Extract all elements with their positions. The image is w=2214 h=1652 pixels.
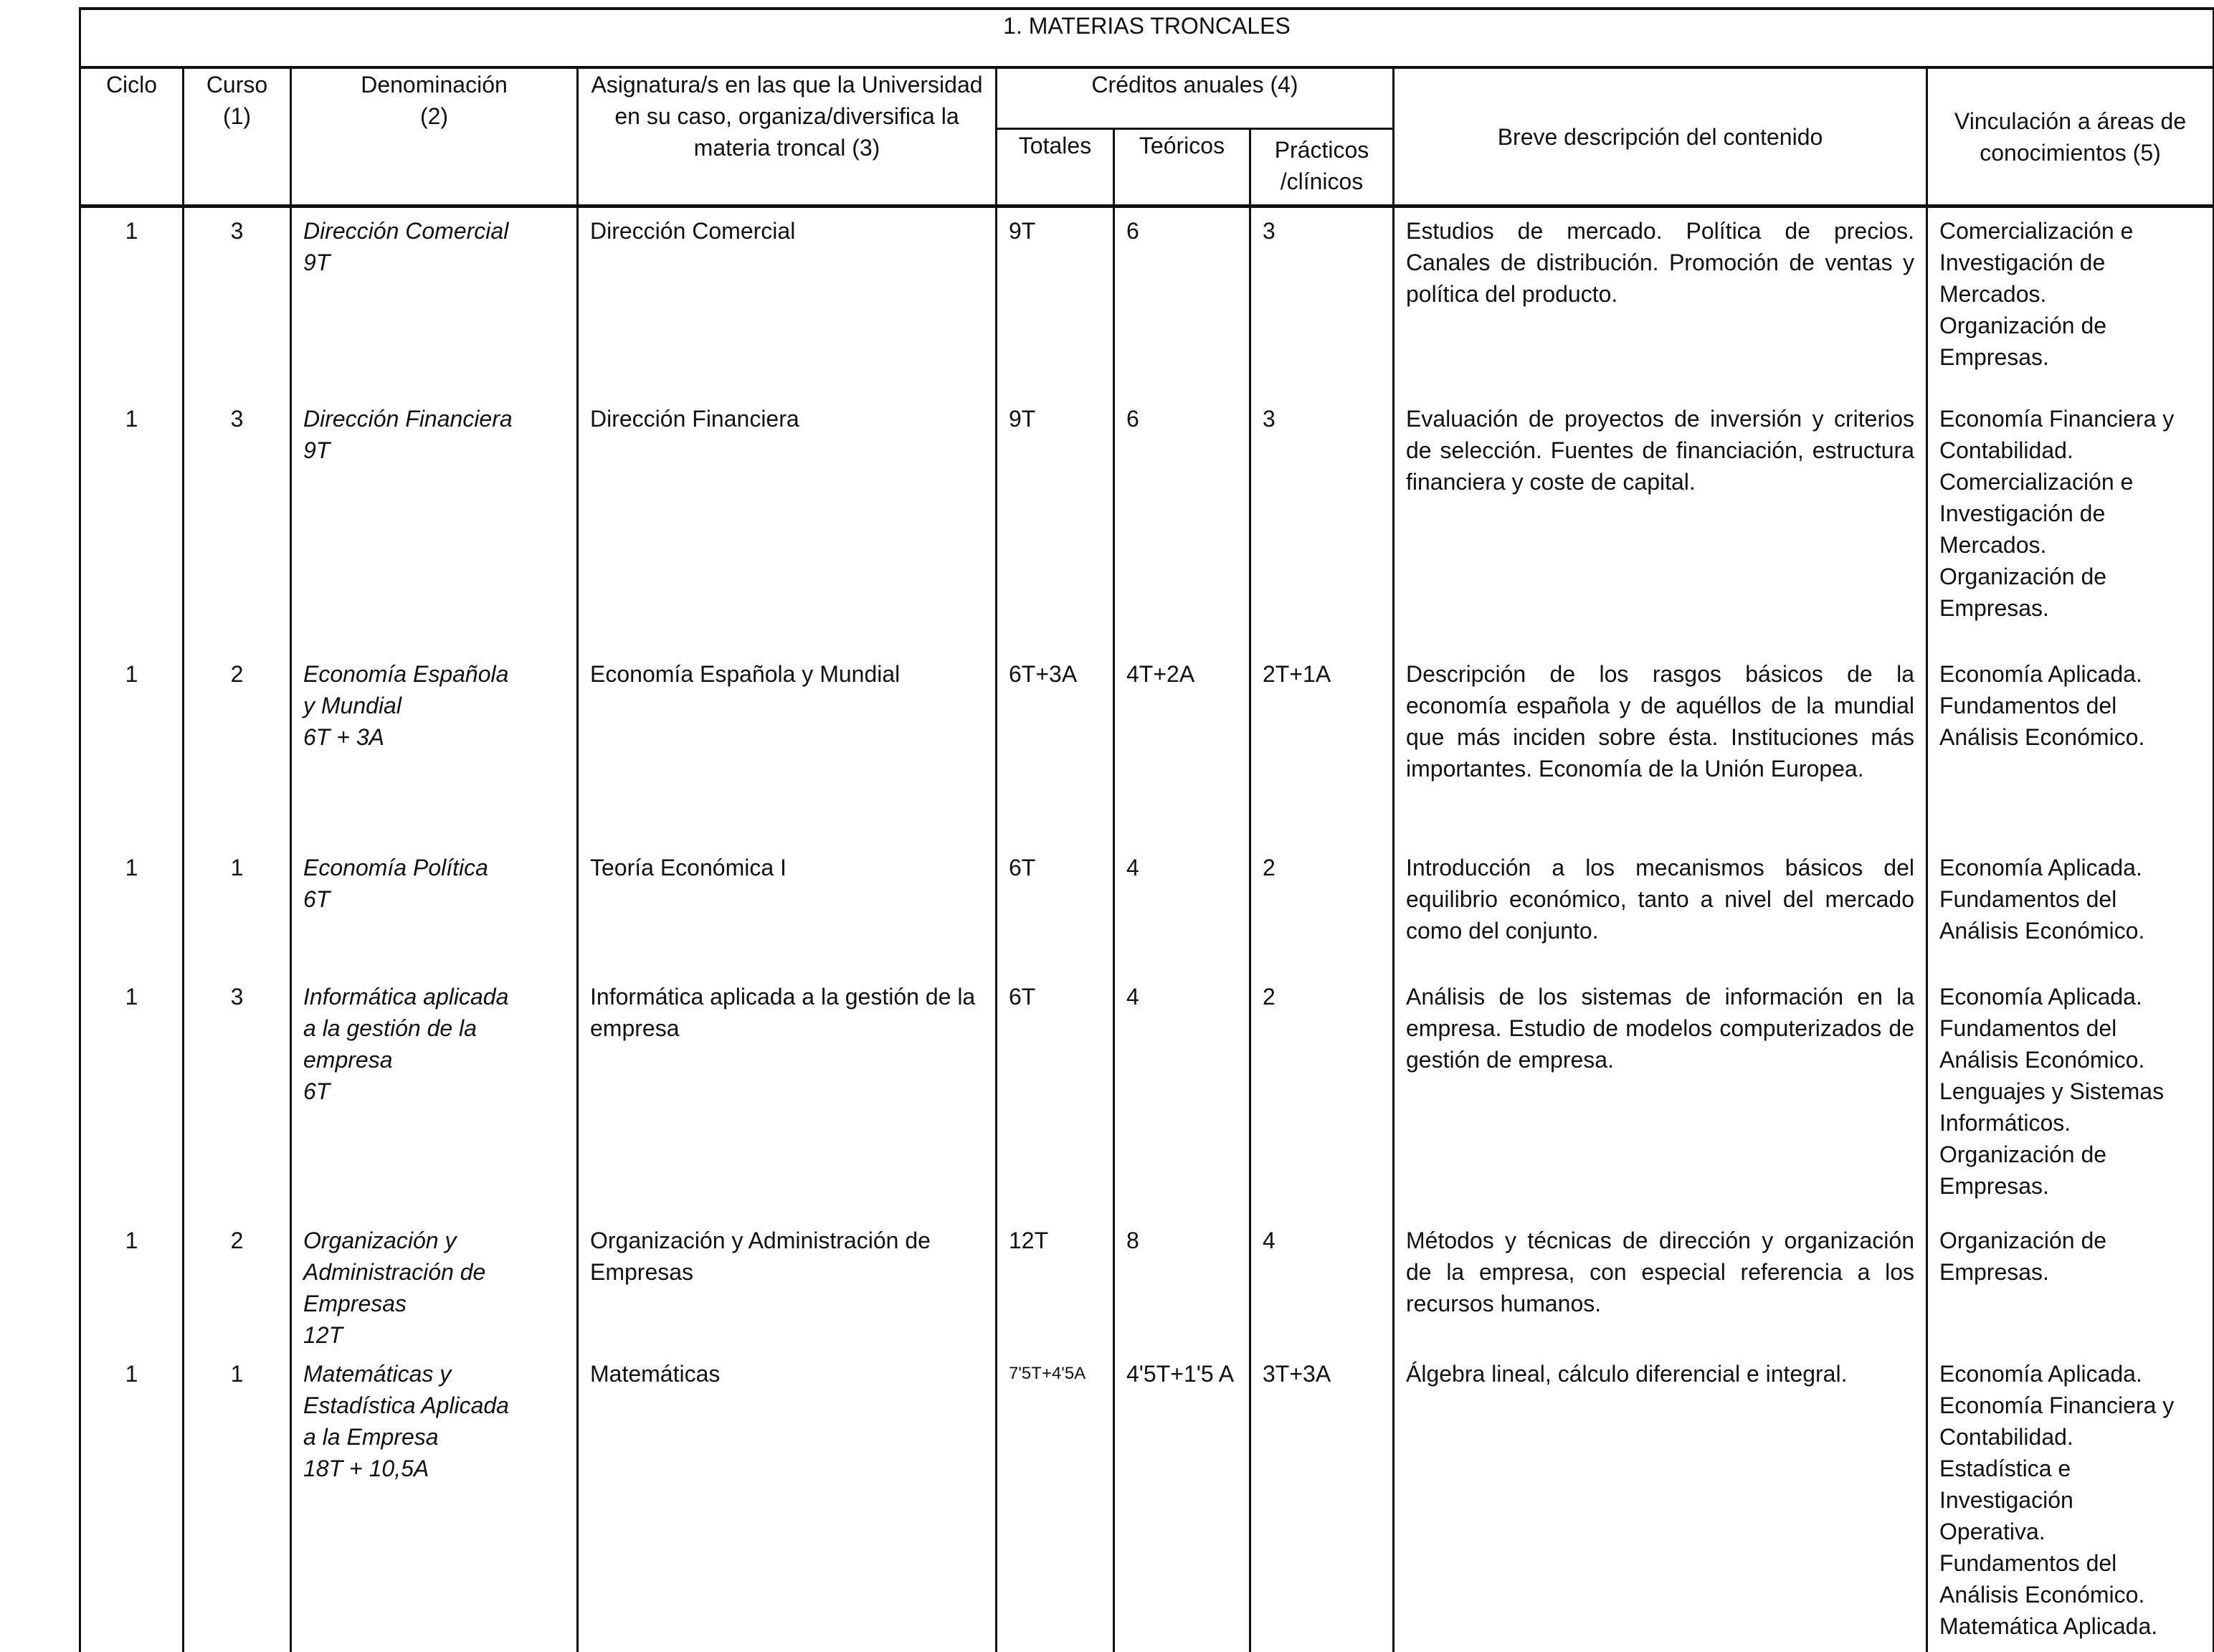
areas-line: Comercialización e (1939, 468, 2134, 495)
cell-areas (1927, 651, 2214, 845)
cell-areas (1927, 1217, 2214, 1351)
table-title: 1. MATERIAS TRONCALES (80, 9, 2214, 67)
cell-teoricos: 6 (1114, 206, 1250, 396)
cell-denominacion (291, 1217, 578, 1351)
header-totales: Totales (997, 129, 1114, 205)
cell-totales: 7'5T+4'5A (997, 1351, 1114, 1652)
cell-asignatura: Dirección Financiera (578, 396, 997, 651)
table-row (80, 206, 2214, 396)
cell-ciclo: 1 (80, 1351, 184, 1652)
header-curso: Curso (1) (184, 67, 291, 204)
document-sheet (79, 7, 2213, 1652)
denominacion-line: Economía Política (303, 854, 488, 880)
areas-line: Empresas. (1939, 1172, 2049, 1199)
cell-descripcion: Métodos y técnicas de dirección y organización de la empresa, con especial referencia a los recursos humanos. (1394, 1217, 1927, 1351)
areas-line: Empresas. (1939, 1258, 2049, 1285)
denominacion-line: a la Empresa (303, 1423, 439, 1450)
cell-descripcion: Análisis de los sistemas de información en la empresa. Estudio de modelos computerizados de gestión de empresa. (1394, 974, 1927, 1217)
denominacion-line: 6T (303, 886, 331, 912)
denominacion-line: Matemáticas y (303, 1360, 452, 1387)
cell-denominacion (291, 974, 578, 1217)
areas-line: Organización de (1939, 1141, 2107, 1167)
areas-line: Investigación de (1939, 500, 2106, 526)
cell-denominacion (291, 396, 578, 651)
areas-line: Matemática Aplicada. (1939, 1613, 2158, 1639)
cell-denominacion (291, 845, 578, 974)
denominacion-line: Organización y (303, 1227, 457, 1253)
areas-line: Análisis Económico. (1939, 723, 2145, 750)
denominacion-line: Estadística Aplicada (303, 1392, 509, 1418)
areas-line: Economía Financiera y (1939, 1392, 2175, 1418)
cell-curso: 2 (184, 651, 291, 845)
cell-ciclo: 1 (80, 1217, 184, 1351)
areas-line: Análisis Económico. (1939, 1581, 2145, 1608)
areas-line: Mercados. (1939, 531, 2047, 558)
cell-areas (1927, 845, 2214, 974)
areas-line: Organización de (1939, 563, 2107, 589)
areas-line: Comercialización e (1939, 218, 2134, 244)
cell-curso: 3 (184, 974, 291, 1217)
cell-denominacion (291, 206, 578, 396)
denominacion-line: 9T (303, 437, 331, 463)
denominacion-line: empresa (303, 1046, 393, 1073)
table-row (80, 396, 2214, 651)
cell-practicos: 2 (1250, 845, 1394, 974)
cell-curso: 1 (184, 1351, 291, 1652)
cell-totales: 12T (997, 1217, 1114, 1351)
cell-practicos: 3 (1250, 206, 1394, 396)
denominacion-line: Informática aplicada (303, 983, 509, 1010)
areas-line: Análisis Económico. (1939, 917, 2145, 944)
cell-asignatura: Organización y Administración de Empresas (578, 1217, 997, 1351)
denominacion-line: 9T (303, 250, 331, 275)
cell-asignatura: Teoría Económica I (578, 845, 997, 974)
cell-practicos: 3T+3A (1250, 1351, 1394, 1652)
denominacion-line: 6T + 3A (303, 723, 384, 750)
table-body (80, 206, 2214, 1652)
denominacion-line: Dirección Comercial (303, 218, 509, 244)
cell-areas (1927, 396, 2214, 651)
cell-curso: 3 (184, 396, 291, 651)
cell-totales: 9T (997, 206, 1114, 396)
header-asignatura: Asignatura/s en las que la Universidad en su caso, organiza/diversifica la materia troncal (3) (578, 67, 997, 204)
areas-line: Empresas. (1939, 344, 2049, 370)
cell-totales: 6T (997, 974, 1114, 1217)
table-row (80, 1351, 2214, 1652)
cell-descripcion: Introducción a los mecanismos básicos del equilibrio económico, tanto a nivel del mercado como del conjunto. (1394, 845, 1927, 974)
cell-curso: 2 (184, 1217, 291, 1351)
cell-curso: 3 (184, 206, 291, 396)
header-descripcion: Breve descripción del contenido (1394, 67, 1927, 204)
cell-teoricos: 4 (1114, 974, 1250, 1217)
cell-areas (1927, 206, 2214, 396)
denominacion-line: Empresas (303, 1290, 407, 1316)
cell-ciclo: 1 (80, 396, 184, 651)
table-row (80, 845, 2214, 974)
cell-teoricos: 8 (1114, 1217, 1250, 1351)
cell-descripcion: Evaluación de proyectos de inversión y criterios de selección. Fuentes de financiación, estructura financiera y coste de capital. (1394, 396, 1927, 651)
header-practicos: Prácticos /clínicos (1250, 129, 1394, 205)
materias-table (79, 7, 2214, 1652)
areas-line: Mercados. (1939, 281, 2047, 307)
cell-ciclo: 1 (80, 651, 184, 845)
cell-practicos: 3 (1250, 396, 1394, 651)
table-row (80, 651, 2214, 845)
areas-line: Economía Financiera y (1939, 405, 2175, 432)
areas-line: Contabilidad. (1939, 437, 2073, 463)
denominacion-line: Administración de (303, 1258, 486, 1285)
areas-line: Investigación (1939, 1486, 2073, 1513)
cell-descripcion: Descripción de los rasgos básicos de la economía española y de aquéllos de la mundial que más inciden sobre ésta. Instituciones más importantes. Economía de la Unión Europea. (1394, 651, 1927, 845)
cell-ciclo: 1 (80, 206, 184, 396)
cell-teoricos: 4T+2A (1114, 651, 1250, 845)
areas-line: Economía Aplicada. (1939, 983, 2142, 1010)
cell-asignatura: Informática aplicada a la gestión de la empresa (578, 974, 997, 1217)
areas-line: Contabilidad. (1939, 1423, 2073, 1450)
cell-teoricos: 4 (1114, 845, 1250, 974)
areas-line: Análisis Económico. (1939, 1046, 2145, 1073)
cell-descripcion: Álgebra lineal, cálculo diferencial e integral. (1394, 1351, 1927, 1652)
areas-line: Organización de (1939, 1227, 2107, 1253)
areas-line: Empresas. (1939, 594, 2049, 621)
areas-line: Economía Aplicada. (1939, 1360, 2142, 1387)
areas-line: Economía Aplicada. (1939, 660, 2142, 687)
header-teoricos: Teóricos (1114, 129, 1250, 205)
areas-line: Fundamentos del (1939, 886, 2117, 912)
table-row (80, 974, 2214, 1217)
table-row (80, 1217, 2214, 1351)
denominacion-line: y Mundial (303, 692, 402, 718)
cell-asignatura: Matemáticas (578, 1351, 997, 1652)
header-ciclo: Ciclo (80, 67, 184, 204)
cell-teoricos: 4'5T+1'5 A (1114, 1351, 1250, 1652)
header-denominacion: Denominación (2) (291, 67, 578, 204)
denominacion-line: 12T (303, 1321, 343, 1348)
denominacion-line: a la gestión de la (303, 1015, 477, 1041)
areas-line: Fundamentos del (1939, 692, 2117, 718)
areas-line: Investigación de (1939, 250, 2106, 275)
areas-line: Economía Aplicada. (1939, 854, 2142, 880)
cell-practicos: 2 (1250, 974, 1394, 1217)
areas-line: Operativa. (1939, 1518, 2046, 1544)
cell-areas (1927, 1351, 2214, 1652)
denominacion-line: Economía Española (303, 660, 509, 687)
areas-line: Informáticos. (1939, 1109, 2071, 1136)
cell-curso: 1 (184, 845, 291, 974)
areas-line: Fundamentos del (1939, 1549, 2117, 1576)
cell-asignatura: Dirección Comercial (578, 206, 997, 396)
areas-line: Lenguajes y Sistemas (1939, 1078, 2165, 1104)
cell-denominacion (291, 651, 578, 845)
cell-totales: 6T (997, 845, 1114, 974)
cell-practicos: 2T+1A (1250, 651, 1394, 845)
cell-totales: 6T+3A (997, 651, 1114, 845)
areas-line: Organización de (1939, 313, 2107, 338)
cell-totales: 9T (997, 396, 1114, 651)
denominacion-line: 6T (303, 1078, 331, 1104)
cell-teoricos: 6 (1114, 396, 1250, 651)
denominacion-line: 18T + 10,5A (303, 1455, 429, 1481)
cell-areas (1927, 974, 2214, 1217)
header-creditos: Créditos anuales (4) (997, 67, 1394, 129)
cell-denominacion (291, 1351, 578, 1652)
cell-asignatura: Economía Española y Mundial (578, 651, 997, 845)
cell-practicos: 4 (1250, 1217, 1394, 1351)
areas-line: Fundamentos del (1939, 1015, 2117, 1041)
areas-line: Estadística e (1939, 1455, 2071, 1481)
cell-ciclo: 1 (80, 845, 184, 974)
cell-descripcion: Estudios de mercado. Política de precios. Canales de distribución. Promoción de ventas y política del producto. (1394, 206, 1927, 396)
cell-ciclo: 1 (80, 974, 184, 1217)
denominacion-line: Dirección Financiera (303, 405, 513, 432)
header-vinculacion: Vinculación a áreas de conocimientos (5) (1927, 67, 2214, 204)
